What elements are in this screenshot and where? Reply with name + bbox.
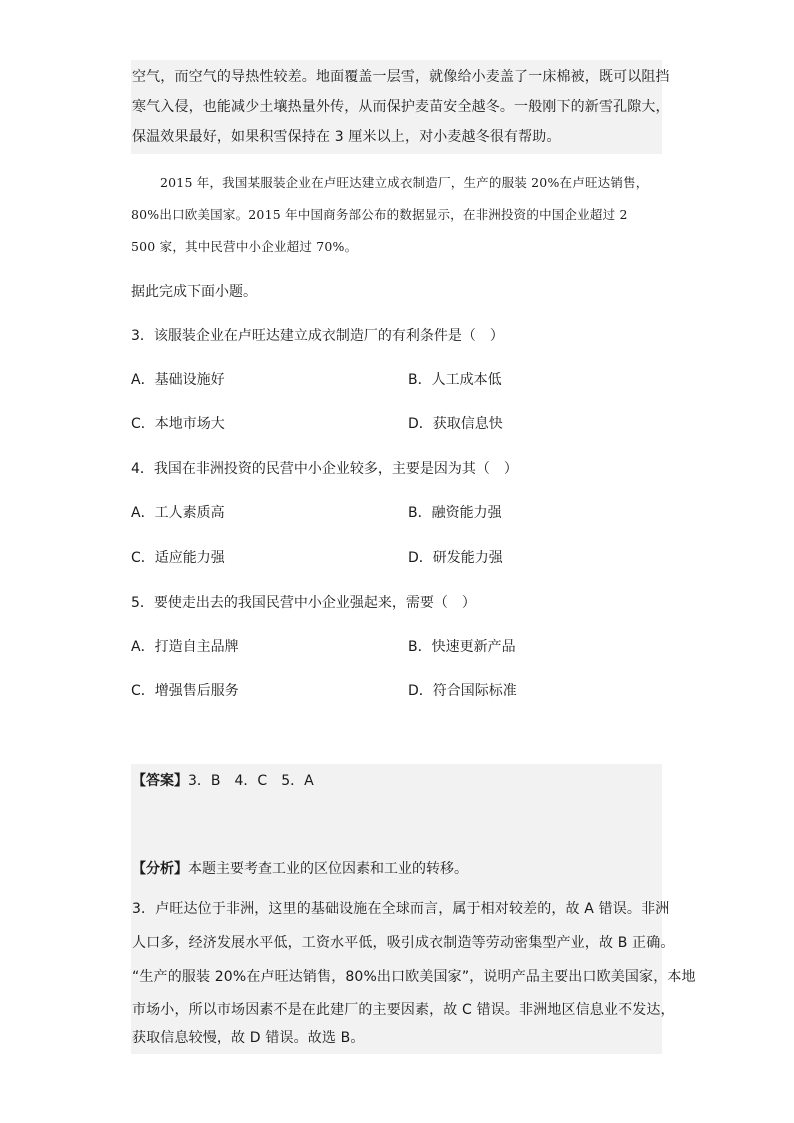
option-c: C．适应能力强 (131, 550, 225, 566)
passage-line: 寒气入侵，也能减少土壤热量外传，从而保护麦苗安全越冬。一般刚下的新雪孔隙大， (132, 99, 670, 115)
option-d: D．研发能力强 (408, 550, 503, 566)
answer-label: 【答案】 (132, 773, 188, 789)
passage-line: 500 家，其中民营中小企业超过 70%。 (131, 239, 358, 254)
passage-line: 80%出口欧美国家。2015 年中国商务部公布的数据显示，在非洲投资的中国企业超过 2 (131, 207, 628, 222)
option-a: A．工人素质高 (131, 505, 225, 521)
analysis-text: 本题主要考查工业的区位因素和工业的转移。 (188, 861, 468, 877)
passage-line: 2015 年，我国某服装企业在卢旺达建立成衣制造厂，生产的服装 20%在卢旺达销售， (160, 175, 649, 190)
explanation-line: “生产的服装 20%在卢旺达销售，80%出口欧美国家”，说明产品主要出口欧美国家，本地 (132, 969, 696, 985)
question-stem: 3．该服装企业在卢旺达建立成衣制造厂的有利条件是（ ） (131, 328, 504, 344)
option-d: D．符合国际标准 (408, 683, 517, 699)
question-stem: 5．要使走出去的我国民营中小企业强起来，需要（ ） (131, 595, 476, 611)
passage-snow (131, 60, 670, 154)
option-b: B．快速更新产品 (408, 639, 516, 655)
option-c: C．增强售后服务 (131, 683, 239, 699)
answer-line (132, 771, 314, 791)
option-a: A．基础设施好 (131, 372, 225, 388)
analysis-label: 【分析】 (132, 861, 188, 877)
answer-text: 3．B 4．C 5．A (188, 773, 314, 789)
passage-line: 保温效果最好，如果积雪保持在 3 厘米以上，对小麦越冬很有帮助。 (132, 129, 561, 145)
instruction: 据此完成下面小题。 (131, 284, 257, 300)
option-c: C．本地市场大 (131, 416, 225, 432)
explanation-line: 获取信息较慢，故 D 错误。故选 B。 (132, 1030, 365, 1046)
analysis-line (132, 859, 468, 879)
explanation-line: 市场小，所以市场因素不是在此建厂的主要因素，故 C 错误。非洲地区信息业不发达， (132, 1002, 675, 1018)
option-a: A．打造自主品牌 (131, 639, 239, 655)
passage-line: 空气，而空气的导热性较差。地面覆盖一层雪，就像给小麦盖了一床棉被，既可以阻挡 (132, 69, 670, 85)
explanation-line: 人口多，经济发展水平低，工资水平低，吸引成衣制造等劳动密集型产业，故 B 正确。 (132, 935, 675, 951)
option-d: D．获取信息快 (408, 416, 503, 432)
question-stem: 4．我国在非洲投资的民营中小企业较多，主要是因为其（ ） (131, 461, 518, 477)
option-b: B．融资能力强 (408, 505, 502, 521)
option-b: B．人工成本低 (408, 372, 502, 388)
answer-section (131, 764, 696, 1054)
explanation-line: 3．卢旺达位于非洲，这里的基础设施在全球而言，属于相对较差的，故 A 错误。非洲 (132, 901, 670, 917)
